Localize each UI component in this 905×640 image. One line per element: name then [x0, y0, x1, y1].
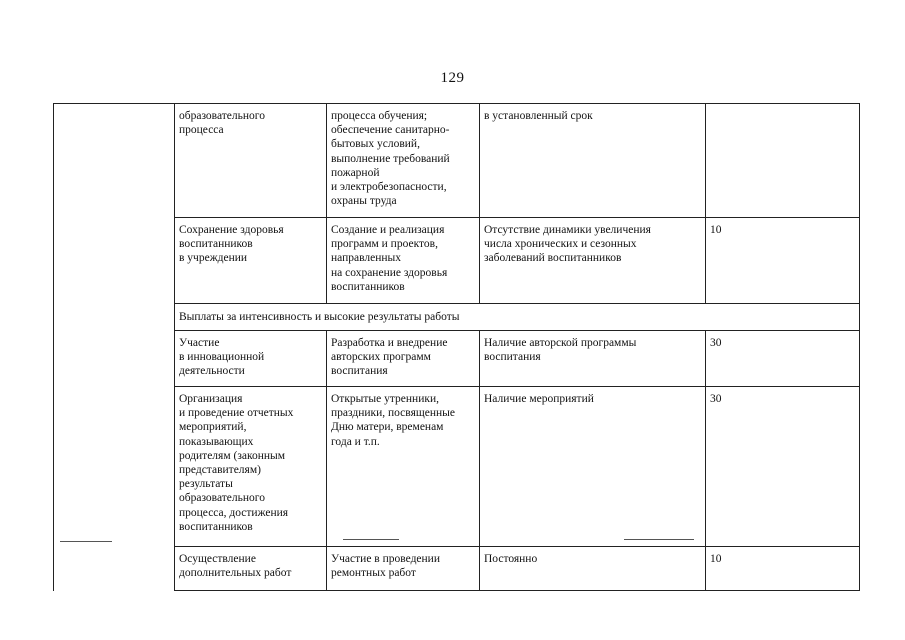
- indicator-text: Наличие авторской программы воспитания: [484, 337, 637, 364]
- scan-artifact-line: [624, 539, 694, 540]
- measures-cell: [327, 104, 480, 218]
- criterion-text: Осуществление дополнительных работ: [179, 553, 292, 580]
- points-cell: [706, 331, 860, 387]
- criterion-text: Сохранение здоровья воспитанников в учреждении: [179, 224, 284, 265]
- indicator-text: Наличие мероприятий: [484, 393, 594, 405]
- section-title-cell: [175, 304, 860, 331]
- measures-cell: [327, 547, 480, 591]
- measures-text: Открытые утренники, праздники, посвященные Дню матери, временам года и т.п.: [331, 393, 455, 448]
- table-row: [54, 331, 860, 387]
- points-cell: [706, 218, 860, 304]
- table-row: [54, 218, 860, 304]
- section-row: [54, 304, 860, 331]
- indicator-text: в установленный срок: [484, 110, 593, 122]
- criterion-cell: [175, 104, 327, 218]
- table-row: [54, 547, 860, 591]
- criterion-cell: [175, 331, 327, 387]
- indicator-cell: [480, 547, 706, 591]
- indicator-text: Отсутствие динамики увеличения числа хронических и сезонных заболеваний воспитанников: [484, 224, 651, 265]
- left-position-cell: [54, 104, 175, 591]
- indicator-cell: [480, 218, 706, 304]
- points-cell: [706, 387, 860, 547]
- indicator-cell: [480, 104, 706, 218]
- criterion-cell: [175, 387, 327, 547]
- criterion-cell: [175, 218, 327, 304]
- points-text: 30: [710, 337, 722, 349]
- measures-text: процесса обучения; обеспечение санитарно- бытовых условий, выполнение требований пожарной и электробезопасности, охраны труда: [331, 110, 450, 208]
- criterion-cell: [175, 547, 327, 591]
- table-row: [54, 104, 860, 218]
- criterion-text: Участие в инновационной деятельности: [179, 337, 265, 378]
- points-text: 30: [710, 393, 722, 405]
- page-number: 129: [440, 70, 465, 86]
- scan-artifact-line: [343, 539, 399, 540]
- points-text: 10: [710, 553, 722, 565]
- scan-artifact-line: [60, 541, 112, 542]
- measures-cell: [327, 387, 480, 547]
- indicator-text: Постоянно: [484, 553, 538, 565]
- indicator-cell: [480, 331, 706, 387]
- measures-text: Участие в проведении ремонтных работ: [331, 553, 440, 580]
- points-cell: [706, 104, 860, 218]
- table-row: [54, 387, 860, 547]
- section-title: Выплаты за интенсивность и высокие результаты работы: [179, 311, 460, 323]
- points-text: 10: [710, 224, 722, 236]
- measures-cell: [327, 218, 480, 304]
- measures-text: Создание и реализация программ и проектов, направленных на сохранение здоровья воспитанников: [331, 224, 448, 293]
- measures-text: Разработка и внедрение авторских программ воспитания: [331, 337, 448, 378]
- criterion-text: Организация и проведение отчетных мероприятий, показывающих родителям (законным представителям) результаты образовательного процесса, достижения воспитанников: [179, 393, 294, 533]
- criterion-text: образовательного процесса: [179, 110, 265, 137]
- indicator-cell: [480, 387, 706, 547]
- points-cell: [706, 547, 860, 591]
- measures-cell: [327, 331, 480, 387]
- payments-table: [53, 103, 860, 591]
